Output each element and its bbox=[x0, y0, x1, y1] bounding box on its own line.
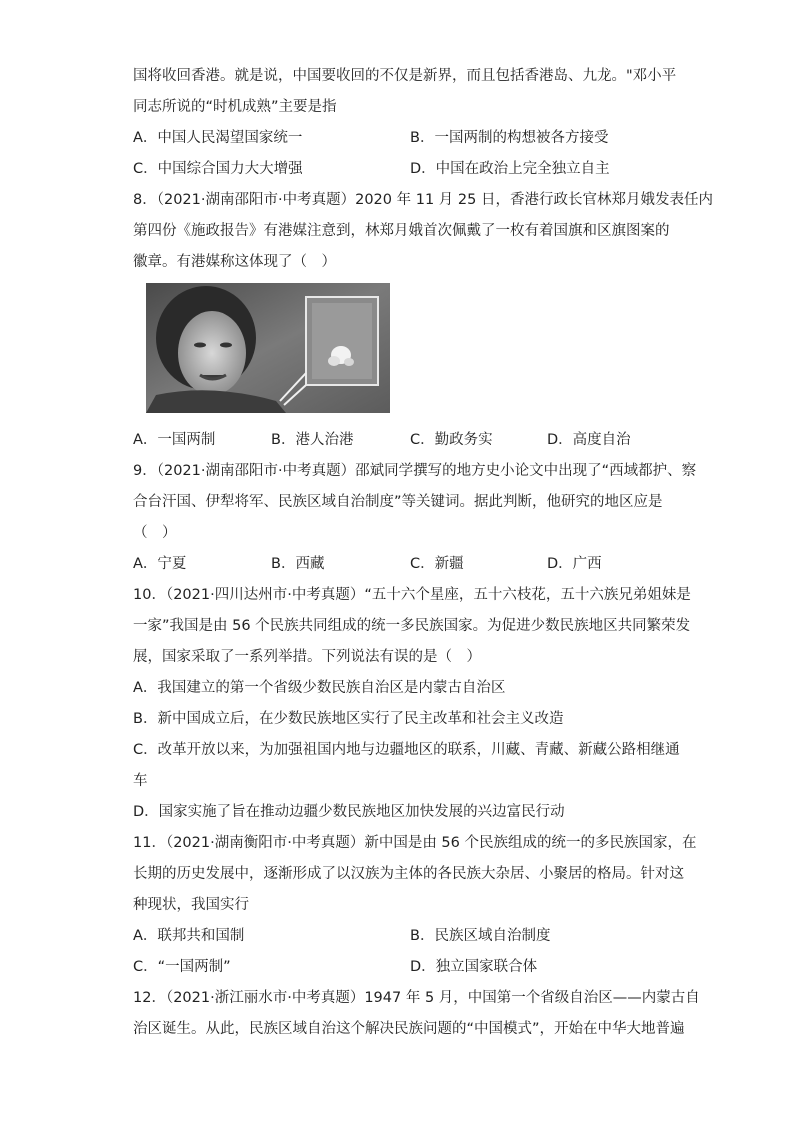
q10-option-b: B．新中国成立后，在少数民族地区实行了民主改革和社会主义改造 bbox=[133, 711, 564, 727]
q11-option-c: C．“一国两制” bbox=[133, 959, 231, 975]
q11-option-a: A．联邦共和国制 bbox=[133, 928, 245, 944]
q8-option-a: A．一国两制 bbox=[133, 432, 216, 448]
q8-photo-illustration bbox=[146, 283, 390, 413]
q9-text-line-1: 9．（2021·湖南邵阳市·中考真题）邵斌同学撰写的地方史小论文中出现了“西域都护、察 bbox=[133, 463, 697, 479]
q10-option-c-line-2: 车 bbox=[133, 773, 148, 789]
q8-text-line-1: 8．（2021·湖南邵阳市·中考真题）2020 年 11 月 25 日，香港行政长官林郑月娥发表任内 bbox=[133, 192, 713, 208]
q9-text-line-3: （ ） bbox=[133, 525, 177, 541]
q11-text-line-3: 种现状，我国实行 bbox=[133, 897, 249, 913]
q7-text-line-2: 同志所说的“时机成熟”主要是指 bbox=[133, 99, 337, 115]
q8-text-line-3: 徽章。有港媒称这体现了（ ） bbox=[133, 254, 336, 270]
q8-option-b: B．港人治港 bbox=[271, 432, 354, 448]
q10-text-line-3: 展，国家采取了一系列举措。下列说法有误的是（ ） bbox=[133, 649, 481, 665]
q9-option-c: C．新疆 bbox=[410, 556, 464, 572]
q12-text-line-1: 12．（2021·浙江丽水市·中考真题）1947 年 5 月，中国第一个省级自治区——内蒙古自 bbox=[133, 990, 700, 1006]
q7-option-a: A．中国人民渴望国家统一 bbox=[133, 130, 303, 146]
q8-photo bbox=[146, 283, 390, 413]
q8-text-line-2: 第四份《施政报告》有港媒注意到，林郑月娥首次佩戴了一枚有着国旗和区旗图案的 bbox=[133, 223, 670, 239]
q8-option-c: C．勤政务实 bbox=[410, 432, 493, 448]
q10-text-line-1: 10．（2021·四川达州市·中考真题）“五十六个星座，五十六枝花，五十六族兄弟姐妹是 bbox=[133, 587, 691, 603]
q7-text-line-1: 国将收回香港。就是说，中国要收回的不仅是新界，而且包括香港岛、九龙。"邓小平 bbox=[133, 68, 677, 84]
q10-option-d: D．国家实施了旨在推动边疆少数民族地区加快发展的兴边富民行动 bbox=[133, 804, 565, 820]
q10-text-line-2: 一家”我国是由 56 个民族共同组成的统一多民族国家。为促进少数民族地区共同繁荣发 bbox=[133, 618, 691, 634]
q9-option-d: D．广西 bbox=[547, 556, 602, 572]
q11-option-d: D．独立国家联合体 bbox=[410, 959, 538, 975]
q7-option-b: B．一国两制的构想被各方接受 bbox=[410, 130, 609, 146]
q9-text-line-2: 合台汗国、伊犁将军、民族区域自治制度”等关键词。据此判断，他研究的地区应是 bbox=[133, 494, 663, 510]
q10-option-c-line-1: C．改革开放以来，为加强祖国内地与边疆地区的联系，川藏、青藏、新藏公路相继通 bbox=[133, 742, 680, 758]
q8-option-d: D．高度自治 bbox=[547, 432, 631, 448]
q9-option-a: A．宁夏 bbox=[133, 556, 187, 572]
q9-option-b: B．西藏 bbox=[271, 556, 325, 572]
q11-text-line-2: 长期的历史发展中，逐渐形成了以汉族为主体的各民族大杂居、小聚居的格局。针对这 bbox=[133, 866, 684, 882]
q7-option-c: C．中国综合国力大大增强 bbox=[133, 161, 303, 177]
q11-option-b: B．民族区域自治制度 bbox=[410, 928, 551, 944]
q11-text-line-1: 11．（2021·湖南衡阳市·中考真题）新中国是由 56 个民族组成的统一的多民族国家，在 bbox=[133, 835, 697, 851]
q12-text-line-2: 治区诞生。从此，民族区域自治这个解决民族问题的“中国模式”，开始在中华大地普遍 bbox=[133, 1021, 685, 1037]
q7-option-d: D．中国在政治上完全独立自主 bbox=[410, 161, 610, 177]
q10-option-a: A．我国建立的第一个省级少数民族自治区是内蒙古自治区 bbox=[133, 680, 506, 696]
